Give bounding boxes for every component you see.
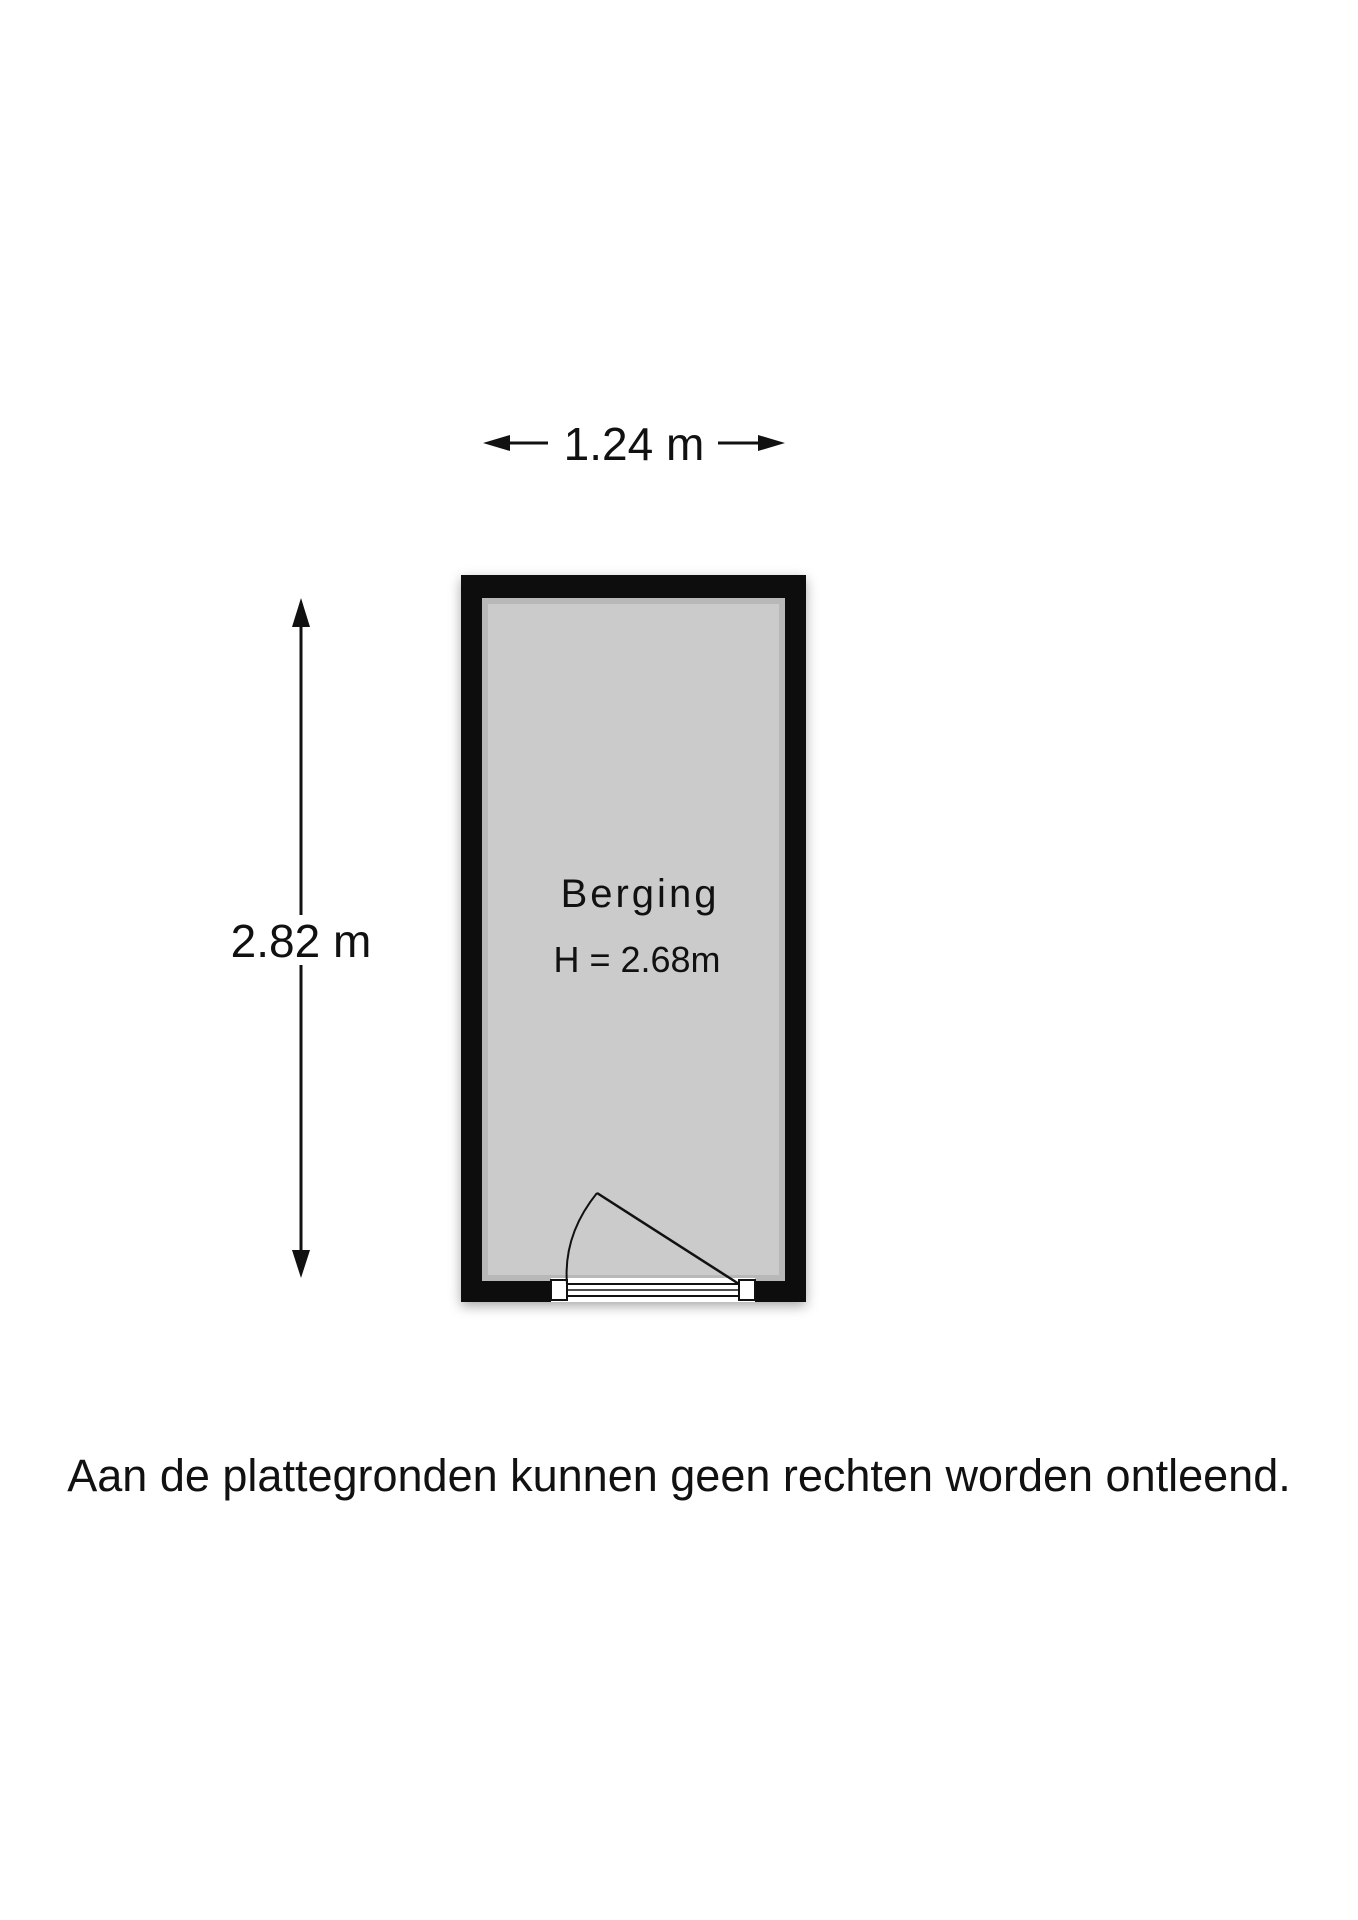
depth-dimension-label: 2.82 m xyxy=(230,915,372,967)
room-name-label: Berging xyxy=(560,872,720,916)
disclaimer-text: Aan de plattegronden kunnen geen rechten worden ontleend. xyxy=(67,1450,1291,1501)
width-dimension-label: 1.24 m xyxy=(563,418,705,470)
depth-dimension xyxy=(231,598,372,1278)
door-frame-left xyxy=(551,1280,567,1300)
door-frame-right xyxy=(739,1280,755,1300)
down-arrow-icon xyxy=(292,1250,310,1278)
left-arrow-icon xyxy=(483,435,510,451)
width-dimension xyxy=(483,418,785,470)
right-arrow-icon xyxy=(758,435,785,451)
room-height-label: H = 2.68m xyxy=(553,939,721,980)
